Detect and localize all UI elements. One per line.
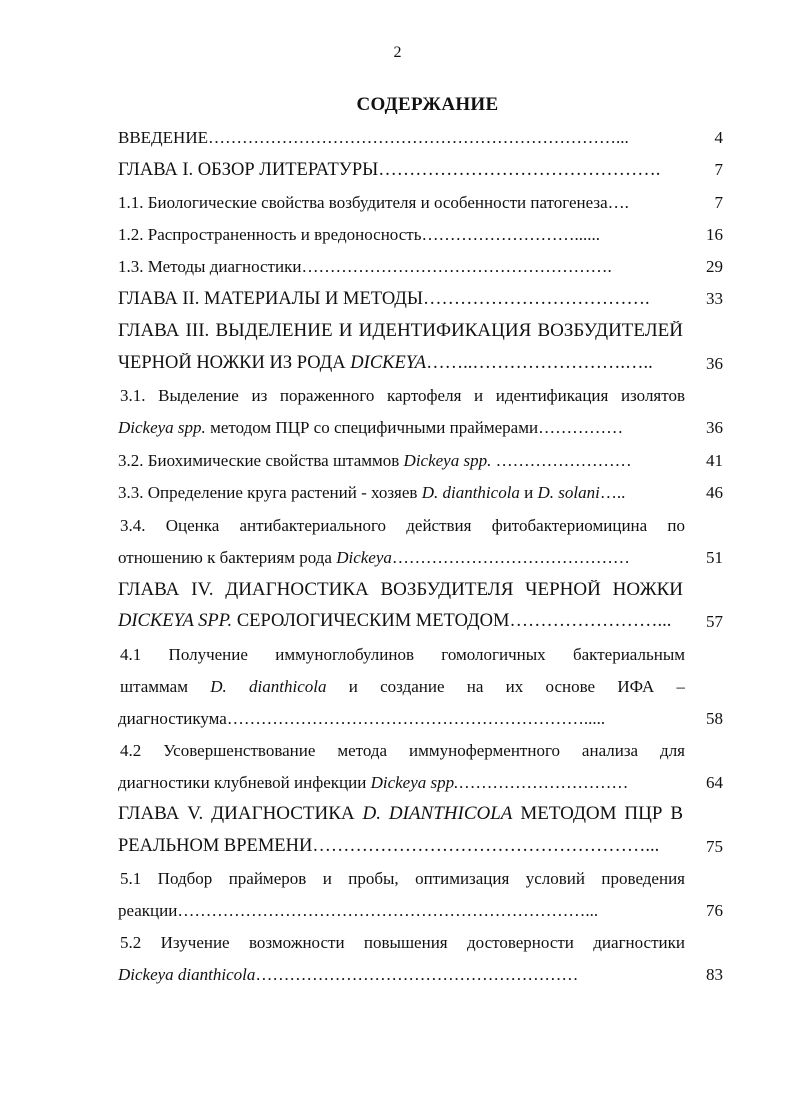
toc-entry-introduction[interactable]: ВВЕДЕНИЕ………………………………………………………………... bbox=[118, 128, 629, 147]
toc-page-number: 51 bbox=[706, 548, 723, 567]
page-number: 2 bbox=[393, 44, 402, 61]
toc-entry-4-1-cont[interactable]: штаммам D. dianthicola и создание на их основе ИФА – bbox=[120, 677, 685, 696]
toc-entry-3-4[interactable]: 3.4. Оценка антибактериального действия фитобактериомицина по bbox=[120, 516, 685, 535]
toc-entry-3-4-cont[interactable]: отношению к бактериям рода Dickeya…………………………………… bbox=[118, 548, 630, 567]
toc-page-number: 58 bbox=[706, 709, 723, 728]
toc-entry-chapter-5-cont[interactable]: РЕАЛЬНОМ ВРЕМЕНИ………………………………………………... bbox=[118, 836, 660, 856]
toc-entry-5-1-cont[interactable]: реакции………………………………………………………………... bbox=[118, 901, 599, 920]
toc-entry-1-1[interactable]: 1.1. Биологические свойства возбудителя и особенности патогенеза…. bbox=[118, 193, 629, 212]
toc-entry-chapter-5[interactable]: ГЛАВА V. ДИАГНОСТИКА D. DIANTHICOLA МЕТОДОМ ПЦР В bbox=[118, 804, 683, 824]
toc-entry-4-1-cont2[interactable]: диагностикума………………………………………………………..... bbox=[118, 709, 606, 728]
toc-entry-chapter-2[interactable]: ГЛАВА II. МАТЕРИАЛЫ И МЕТОДЫ………………………………. bbox=[118, 289, 650, 309]
toc-entry-1-3[interactable]: 1.3. Методы диагностики………………………………………………. bbox=[118, 257, 612, 276]
toc-entry-5-2-cont[interactable]: Dickeya dianthicola………………………………………………… bbox=[118, 965, 579, 984]
toc-page-number: 33 bbox=[706, 289, 723, 308]
toc-page-number: 76 bbox=[706, 901, 723, 920]
toc-entry-4-1[interactable]: 4.1 Получение иммуноглобулинов гомологичных бактериальным bbox=[120, 645, 685, 664]
toc-entry-3-1[interactable]: 3.1. Выделение из пораженного картофеля и идентификация изолятов bbox=[120, 386, 685, 405]
toc-page-number: 36 bbox=[706, 354, 723, 373]
toc-page-number: 41 bbox=[706, 451, 723, 470]
toc-entry-5-2[interactable]: 5.2 Изучение возможности повышения достоверности диагностики bbox=[120, 933, 685, 952]
toc-entry-3-2[interactable]: 3.2. Биохимические свойства штаммов Dickeya spp. …………………… bbox=[118, 451, 632, 470]
toc-entry-chapter-1[interactable]: ГЛАВА I. ОБЗОР ЛИТЕРАТУРЫ………………………………………. bbox=[118, 160, 661, 180]
toc-page-number: 4 bbox=[714, 128, 723, 147]
toc-entry-3-3[interactable]: 3.3. Определение круга растений - хозяев D. dianthicola и D. solani….. bbox=[118, 483, 626, 502]
toc-entry-chapter-3-cont[interactable]: ЧЕРНОЙ НОЖКИ ИЗ РОДА DICKEYA……..…………………….….. bbox=[118, 353, 653, 373]
toc-page-number: 7 bbox=[714, 160, 723, 179]
toc-entry-4-2-cont[interactable]: диагностики клубневой инфекции Dickeya spp.………………………… bbox=[118, 773, 629, 792]
toc-page-number: 46 bbox=[706, 483, 723, 502]
toc-page-number: 36 bbox=[706, 418, 723, 437]
toc-page-number: 57 bbox=[706, 612, 723, 631]
toc-entry-1-2[interactable]: 1.2. Распространенность и вредоносность………………………...... bbox=[118, 225, 600, 244]
toc-entry-chapter-4[interactable]: ГЛАВА IV. ДИАГНОСТИКА ВОЗБУДИТЕЛЯ ЧЕРНОЙ НОЖКИ bbox=[118, 580, 683, 600]
toc-entry-4-2[interactable]: 4.2 Усовершенствование метода иммуноферментного анализа для bbox=[120, 741, 685, 760]
toc-entry-5-1[interactable]: 5.1 Подбор праймеров и пробы, оптимизация условий проведения bbox=[120, 869, 685, 888]
toc-page-number: 7 bbox=[714, 193, 723, 212]
toc-title: СОДЕРЖАНИЕ bbox=[356, 94, 499, 115]
toc-page-number: 64 bbox=[706, 773, 723, 792]
toc-entry-chapter-3[interactable]: ГЛАВА III. ВЫДЕЛЕНИЕ И ИДЕНТИФИКАЦИЯ ВОЗБУДИТЕЛЕЙ bbox=[118, 321, 683, 341]
toc-page-number: 75 bbox=[706, 837, 723, 856]
toc-page-number: 83 bbox=[706, 965, 723, 984]
toc-entry-3-1-cont[interactable]: Dickeya spp. методом ПЦР со специфичными праймерами…………… bbox=[118, 418, 624, 437]
toc-entry-chapter-4-cont[interactable]: DICKEYA SPP. СЕРОЛОГИЧЕСКИМ МЕТОДОМ……………………... bbox=[118, 611, 672, 631]
toc-page-number: 29 bbox=[706, 257, 723, 276]
toc-page-number: 16 bbox=[706, 225, 723, 244]
